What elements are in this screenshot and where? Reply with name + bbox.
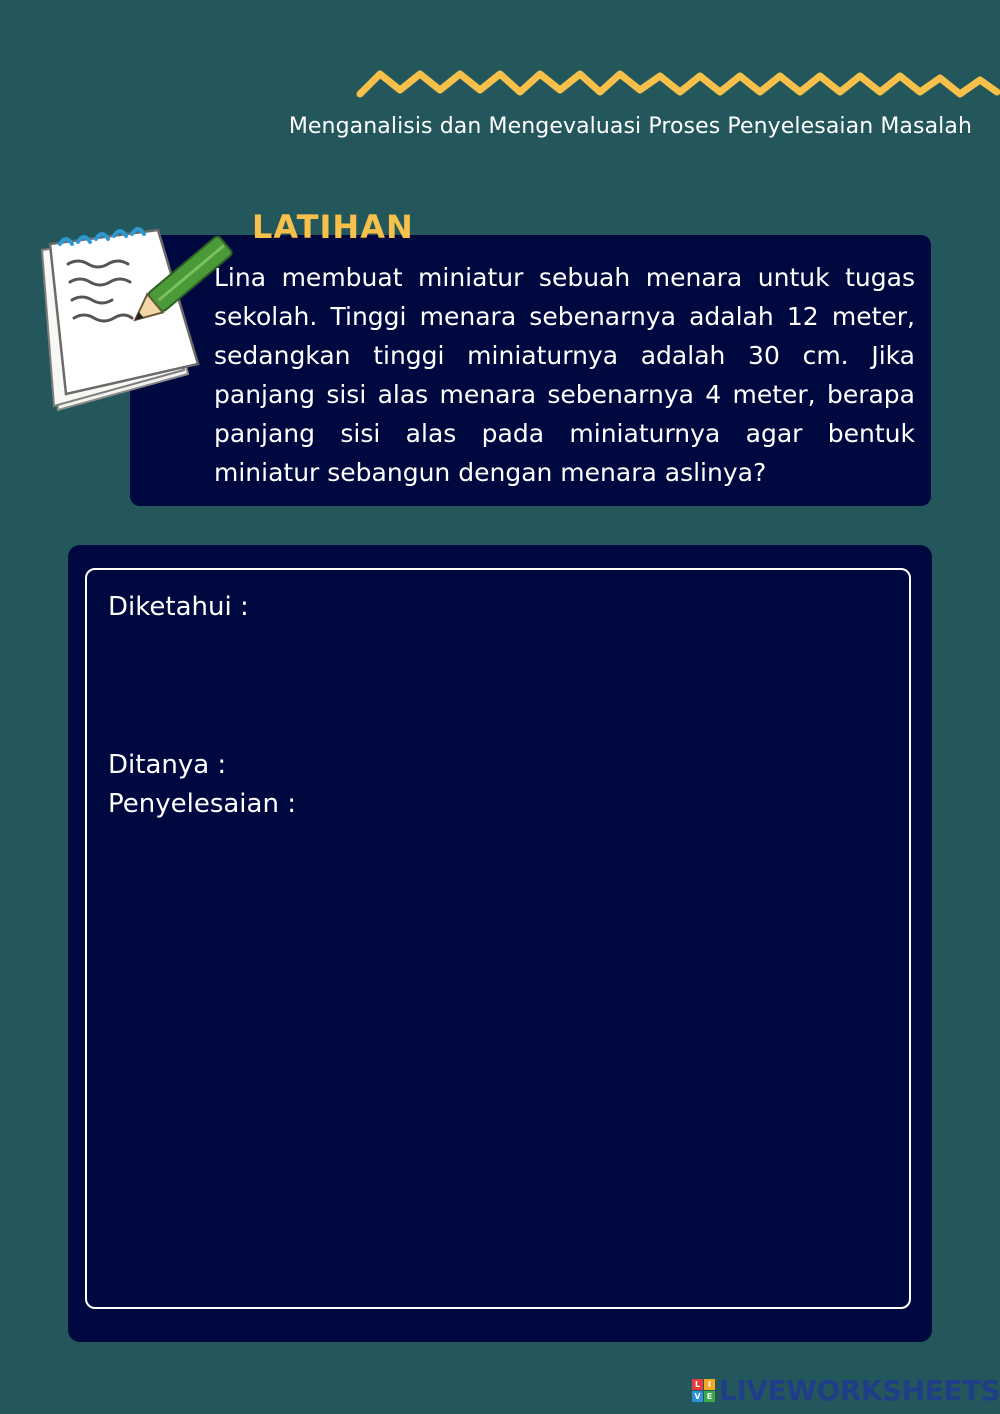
page-subtitle: Menganalisis dan Mengevaluasi Proses Penyelesaian Masalah <box>288 114 972 139</box>
logo-grid-icon <box>692 1379 715 1402</box>
answer-area[interactable] <box>85 568 911 1309</box>
liveworksheets-logo <box>692 1374 1000 1406</box>
question-text: Lina membuat miniatur sebuah menara untuk tugas sekolah. Tinggi menara sebenarnya adalah 12 meter, sedangkan tinggi miniaturnya adalah 30 cm. Jika panjang sisi alas menara sebenarnya 4 meter, berapa panjang sisi alas pada miniaturnya agar bentuk miniatur sebangun dengan menara aslinya? <box>214 263 915 487</box>
logo-letter: E <box>704 1391 715 1402</box>
zigzag-decoration <box>355 66 1000 106</box>
asked-label: Ditanya : <box>108 750 227 780</box>
notepad-pencil-icon <box>38 214 238 419</box>
known-label: Diketahui : <box>108 592 249 622</box>
logo-letter: L <box>692 1379 703 1390</box>
logo-letter: V <box>692 1391 703 1402</box>
logo-text: LIVEWORKSHEETS <box>719 1373 1000 1407</box>
solution-label: Penyelesaian : <box>108 789 296 819</box>
exercise-title: LATIHAN <box>252 208 414 246</box>
logo-letter: I <box>704 1379 715 1390</box>
